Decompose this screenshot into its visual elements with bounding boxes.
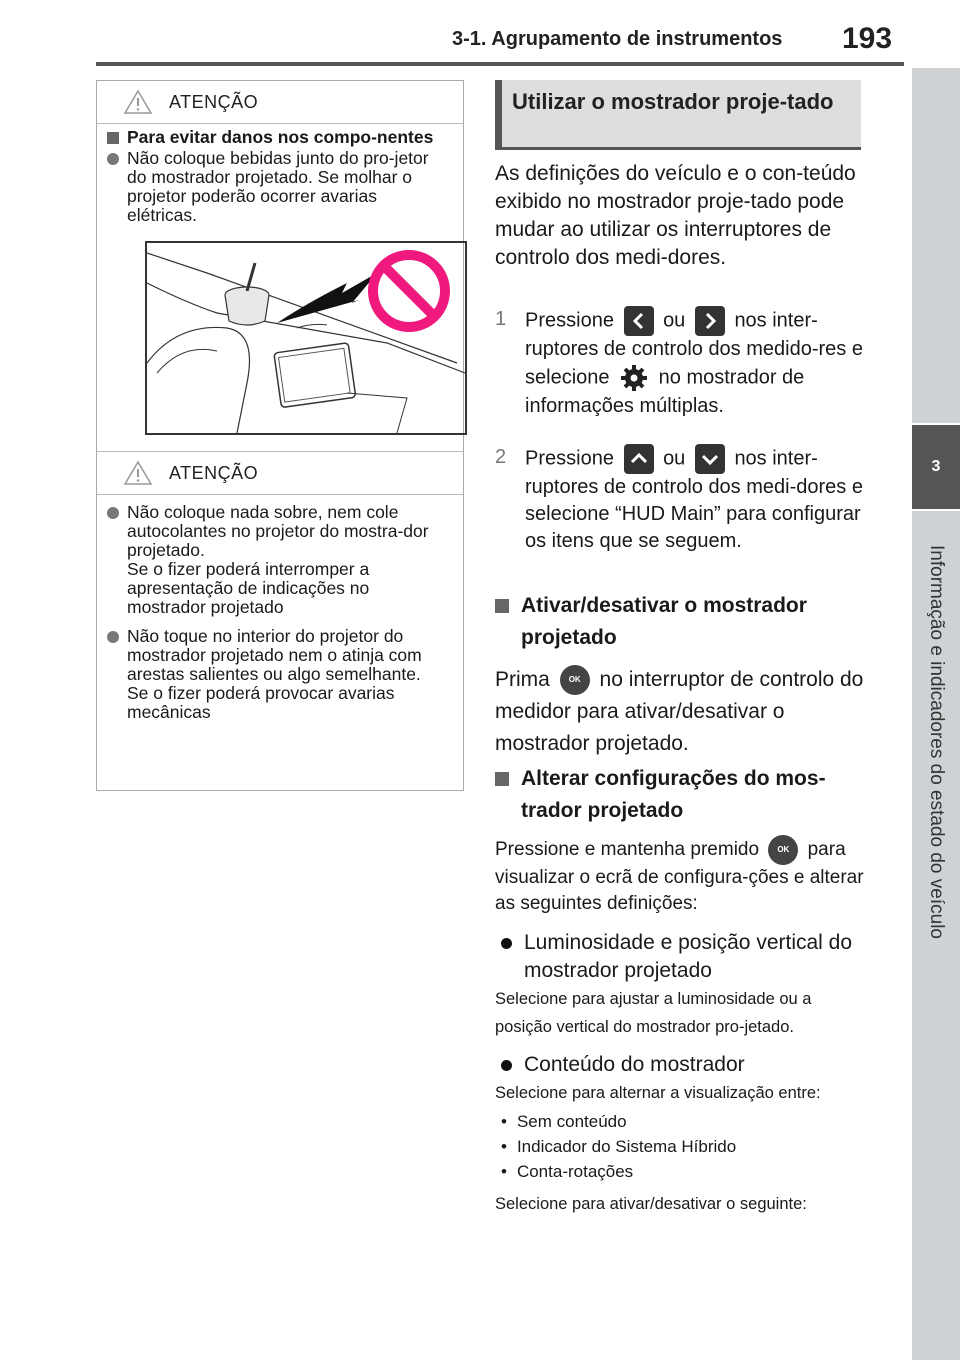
step-1: 1 Pressione ou nos inter-ruptores de controlo dos medido-res e selecione no mostrador de informações múltiplas. bbox=[495, 306, 865, 420]
setting-content-desc: Selecione para alternar a visualização entre: bbox=[495, 1084, 821, 1102]
projector-illustration bbox=[145, 241, 467, 435]
gear-icon bbox=[619, 363, 649, 393]
dashboard-drink-illustration bbox=[147, 243, 465, 433]
list-item: • Indicador do Sistema Híbrido bbox=[495, 1134, 865, 1159]
square-bullet-icon bbox=[495, 599, 509, 613]
list-item: • Conta-rotações bbox=[495, 1159, 865, 1184]
subsection-toggle: Ativar/desativar o mostrador projetado Prima OK no interruptor de controlo do medidor para ativar/desativar o mostrador projetado. bbox=[495, 590, 865, 760]
caution-caption: ATENÇÃO bbox=[169, 91, 259, 112]
header-rule bbox=[96, 62, 904, 66]
bullet-dot-icon bbox=[107, 631, 119, 643]
list-item: • Sem conteúdo bbox=[495, 1109, 865, 1134]
subsection-title: Alterar configurações do mos-trador projetado bbox=[495, 763, 865, 827]
bullet-dot-icon bbox=[107, 507, 119, 519]
step-number: 1 bbox=[495, 308, 507, 330]
running-header: 3-1. Agrupamento de instrumentos bbox=[452, 28, 783, 50]
caution-item: Não coloque bebidas junto do pro-jetor do mostrador projetado. Se molhar o projetor poderão ocorrer avarias elétricas. bbox=[107, 149, 451, 225]
bullet-dot-icon bbox=[501, 1060, 512, 1071]
ok-button-icon: OK bbox=[560, 665, 590, 695]
caution-caption: ATENÇÃO bbox=[169, 462, 259, 483]
subsection-settings: Alterar configurações do mos-trador projetado Pressione e mantenha premido OK para visualizar o ecrã de configura-ções e alterar as seguintes definições: Luminosidade e posição vertical do mostrador projetado Selecione para ajustar a luminosidade ou a posição vertical do mostrador pro-jetado. Conteúdo do mostrador Selecione para alternar a visualização entre: • Sem conteúdo • Indicador do Sistema Híbrido • Conta-rotações Selecione para ativar/desativar o seguinte: bbox=[495, 763, 865, 1218]
toggle-desc: Selecione para ativar/desativar o seguinte: bbox=[495, 1195, 807, 1213]
warning-triangle-icon bbox=[123, 89, 153, 115]
caution-subtitle: Para evitar danos nos compo-nentes bbox=[107, 128, 451, 147]
square-bullet-icon bbox=[495, 772, 509, 786]
step-2: 2 Pressione ou nos inter-ruptores de controlo dos medi-dores e selecione “HUD Main” para configurar os itens que se seguem. bbox=[495, 444, 865, 555]
chevron-left-icon bbox=[624, 306, 654, 336]
chevron-up-icon bbox=[624, 444, 654, 474]
chevron-right-icon bbox=[695, 306, 725, 336]
caution-item: Não toque no interior do projetor do mostrador projetado nem o atinja com arestas salientes ou algo semelhante. Se o fizer poderá provocar avarias mecânicas bbox=[107, 627, 451, 722]
intro-paragraph: As definições do veículo e o con-teúdo exibido no mostrador proje-tado pode mudar ao utilizar os interruptores de controlo dos medi-dores. bbox=[495, 162, 856, 269]
chapter-title: Informação e indicadores do estado do veículo bbox=[926, 545, 947, 939]
content-options bbox=[495, 1109, 865, 1184]
page-number: 193 bbox=[842, 22, 893, 55]
chapter-number: 3 bbox=[912, 425, 960, 509]
step-number: 2 bbox=[495, 446, 507, 468]
setting-content: Conteúdo do mostrador bbox=[495, 1051, 865, 1079]
setting-brightness: Luminosidade e posição vertical do mostrador projetado bbox=[495, 929, 865, 985]
section-title: Utilizar o mostrador proje-tado bbox=[495, 80, 861, 150]
subsection-title: Ativar/desativar o mostrador projetado bbox=[495, 590, 865, 654]
caution-header bbox=[97, 451, 463, 495]
chevron-down-icon bbox=[695, 444, 725, 474]
caution-box bbox=[96, 80, 464, 791]
square-bullet-icon bbox=[107, 132, 119, 144]
side-tab-top bbox=[912, 68, 960, 423]
bullet-dot-icon bbox=[107, 153, 119, 165]
caution-item: Não coloque nada sobre, nem cole autocolantes no projetor do mostra-dor projetado. Se o fizer poderá interromper a apresentação de indicações no mostrador projetado bbox=[107, 503, 451, 617]
setting-brightness-desc: Selecione para ajustar a luminosidade ou a posição vertical do mostrador pro-jetado. bbox=[495, 990, 812, 1036]
ok-button-icon: OK bbox=[768, 835, 798, 865]
bullet-dot-icon bbox=[501, 938, 512, 949]
warning-triangle-icon bbox=[123, 460, 153, 486]
caution-header bbox=[97, 81, 463, 124]
